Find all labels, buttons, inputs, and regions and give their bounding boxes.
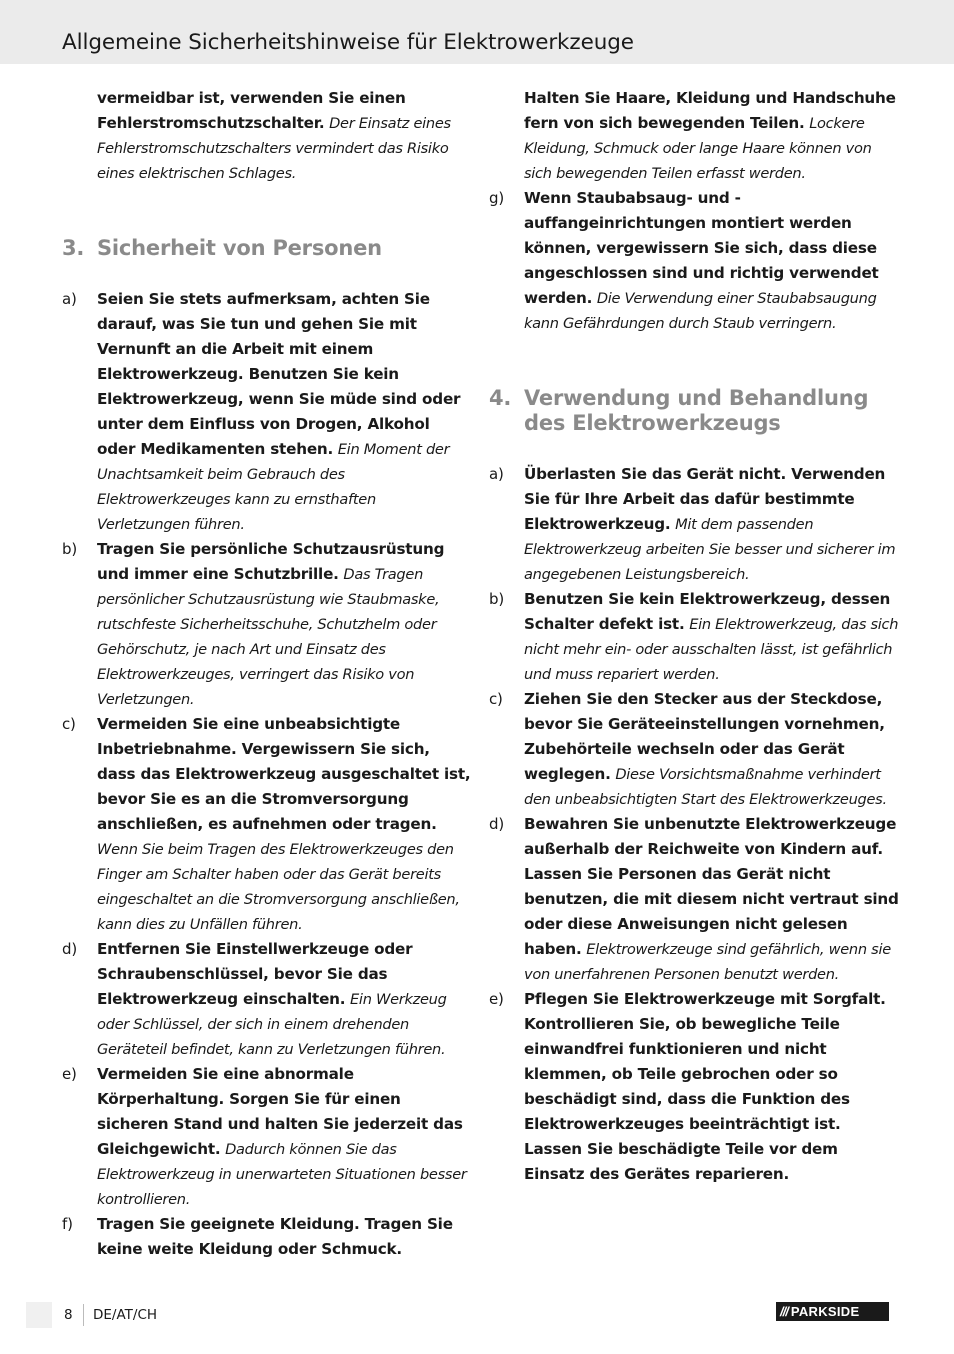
continuation-italic: Lockere Kleidung, Schmuck oder lange Haare können von sich bewegenden Teilen erfasst werden. xyxy=(524,115,872,182)
list-item-b xyxy=(489,587,899,687)
right-column xyxy=(489,86,899,1187)
page-title: Allgemeine Sicherheitshinweise für Elektrowerkzeuge xyxy=(62,30,634,55)
footer-page-box xyxy=(26,1302,52,1328)
list-marker: e) xyxy=(489,990,504,1008)
item-italic: Das Tragen persönlicher Schutzausrüstung wie Staubmaske, rutschfeste Sicherheitsschuhe, Schutzhelm oder Gehörschutz, je nach Art und Einsatz des Elektrowerkzeuges, verringert das Risiko von Verletzungen. xyxy=(97,566,440,708)
list-marker: c) xyxy=(62,715,76,733)
section-3-title: Sicherheit von Personen xyxy=(97,236,382,260)
list-item-g xyxy=(489,186,899,336)
item-bold: Überlasten Sie das Gerät nicht. Verwenden Sie für Ihre Arbeit das dafür bestimmte Elektrowerkzeug. xyxy=(524,465,886,533)
language-code: DE/AT/CH xyxy=(93,1307,158,1323)
item-bold: Entfernen Sie Einstellwerkzeuge oder Schraubenschlüssel, bevor Sie das Elektrowerkzeug einschalten. xyxy=(97,940,413,1008)
list-marker: d) xyxy=(62,940,77,958)
list-marker: f) xyxy=(62,1215,73,1233)
list-item-c xyxy=(62,712,472,937)
list-item-a xyxy=(62,287,472,537)
intro-paragraph xyxy=(62,86,472,186)
item-bold: Tragen Sie geeignete Kleidung. Tragen Sie keine weite Kleidung oder Schmuck. xyxy=(97,1215,453,1258)
item-italic: Dadurch können Sie das Elektrowerkzeug in unerwarteten Situationen besser kontrollieren. xyxy=(97,1141,467,1208)
item-italic: Ein Elektrowerkzeug, das sich nicht mehr ein- oder ausschalten lässt, ist gefährlich und muss repariert werden. xyxy=(524,616,899,683)
item-italic: Mit dem passenden Elektrowerkzeug arbeiten Sie besser und sicherer im angegebenen Leistungsbereich. xyxy=(524,516,896,583)
item-bold: Bewahren Sie unbenutzte Elektrowerkzeuge außerhalb der Reichweite von Kindern auf. Lassen Sie Personen das Gerät nicht benutzen, die mit diesem nicht vertraut sind oder diese Anweisungen nicht gelesen haben. xyxy=(524,815,899,958)
list-marker: c) xyxy=(489,690,503,708)
list-marker: e) xyxy=(62,1065,77,1083)
item-bold: Vermeiden Sie eine abnormale Körperhaltung. Sorgen Sie für einen sicheren Stand und halten Sie jederzeit das Gleichgewicht. xyxy=(97,1065,463,1158)
item-italic: Wenn Sie beim Tragen des Elektrowerkzeuges den Finger am Schalter haben oder das Gerät bereits eingeschaltet an die Stromversorgung anschließen, kann dies zu Unfällen führen. xyxy=(97,841,460,933)
list-item-d xyxy=(62,937,472,1062)
list-marker: b) xyxy=(489,590,504,608)
list-item-e xyxy=(62,1062,472,1212)
list-marker: b) xyxy=(62,540,77,558)
section-4-heading xyxy=(489,386,899,436)
logo-slashes-icon: /// xyxy=(780,1304,788,1319)
list-item-c xyxy=(489,687,899,812)
continuation-bold: Halten Sie Haare, Kleidung und Handschuhe fern von sich bewegenden Teilen. xyxy=(524,89,896,132)
list-marker: g) xyxy=(489,189,504,207)
left-column xyxy=(62,86,472,1262)
list-item-d xyxy=(489,812,899,987)
item-italic: Diese Vorsichtsmaßnahme verhindert den unbeabsichtigten Start des Elektrowerkzeuges. xyxy=(524,766,887,808)
list-marker: d) xyxy=(489,815,504,833)
list-item-b xyxy=(62,537,472,712)
intro-italic: Der Einsatz eines Fehlerstromschutzschalters vermindert das Risiko eines elektrischen Schlages. xyxy=(97,115,451,182)
section-3-heading xyxy=(62,236,472,261)
section-3-number: 3. xyxy=(62,236,85,260)
page-header xyxy=(0,0,954,64)
intro-bold: vermeidbar ist, verwenden Sie einen Fehlerstromschutzschalter. xyxy=(97,89,406,132)
item-italic: Ein Moment der Unachtsamkeit beim Gebrauch des Elektrowerkzeuges kann zu ernsthaften Verletzungen führen. xyxy=(97,441,450,533)
item-bold: Vermeiden Sie eine unbeabsichtigte Inbetriebnahme. Vergewissern Sie sich, dass das Elektrowerkzeug ausgeschaltet ist, bevor Sie es an die Stromversorgung anschließen, es aufnehmen oder tragen. xyxy=(97,715,471,833)
item-bold: Benutzen Sie kein Elektrowerkzeug, dessen Schalter defekt ist. xyxy=(524,590,891,633)
footer-divider xyxy=(83,1304,84,1326)
section-4-number: 4. xyxy=(489,386,512,410)
list-marker: a) xyxy=(489,465,504,483)
list-marker: a) xyxy=(62,290,77,308)
page-number: 8 xyxy=(64,1307,73,1323)
list-item-f xyxy=(62,1212,472,1262)
item-italic: Ein Werkzeug oder Schlüssel, der sich in einem drehenden Geräteteil befindet, kann zu Verletzungen führen. xyxy=(97,991,447,1058)
section-4-title: Verwendung und Behandlung des Elektrowerkzeugs xyxy=(524,386,869,435)
item-bold: Wenn Staubabsaug- und -auffangeinrichtungen montiert werden können, vergewissern Sie sich, dass diese angeschlossen sind und richtig verwendet werden. xyxy=(524,189,879,307)
item-bold: Tragen Sie persönliche Schutzausrüstung und immer eine Schutzbrille. xyxy=(97,540,445,583)
logo-text: PARKSIDE xyxy=(790,1304,860,1319)
item-bold: Pflegen Sie Elektrowerkzeuge mit Sorgfalt. Kontrollieren Sie, ob bewegliche Teile einwandfrei funktionieren und nicht klemmen, ob Teile gebrochen oder so beschädigt sind, dass die Funktion des Elektrowerkzeuges beeinträchtigt ist. Lassen Sie beschädigte Teile vor dem Einsatz des Gerätes reparieren. xyxy=(524,990,886,1183)
parkside-logo xyxy=(776,1302,889,1321)
item-italic: Elektrowerkzeuge sind gefährlich, wenn sie von unerfahrenen Personen benutzt werden. xyxy=(524,941,891,983)
item-italic: Die Verwendung einer Staubabsaugung kann Gefährdungen durch Staub verringern. xyxy=(524,290,877,332)
item-bold: Ziehen Sie den Stecker aus der Steckdose, bevor Sie Geräteeinstellungen vornehmen, Zubehörteile wechseln oder das Gerät weglegen. xyxy=(524,690,885,783)
continuation-paragraph xyxy=(489,86,899,186)
list-item-a xyxy=(489,462,899,587)
item-bold: Seien Sie stets aufmerksam, achten Sie darauf, was Sie tun und gehen Sie mit Vernunft an die Arbeit mit einem Elektrowerkzeug. Benutzen Sie kein Elektrowerkzeug, wenn Sie müde sind oder unter dem Einfluss von Drogen, Alkohol oder Medikamenten stehen. xyxy=(97,290,461,458)
list-item-e xyxy=(489,987,899,1187)
